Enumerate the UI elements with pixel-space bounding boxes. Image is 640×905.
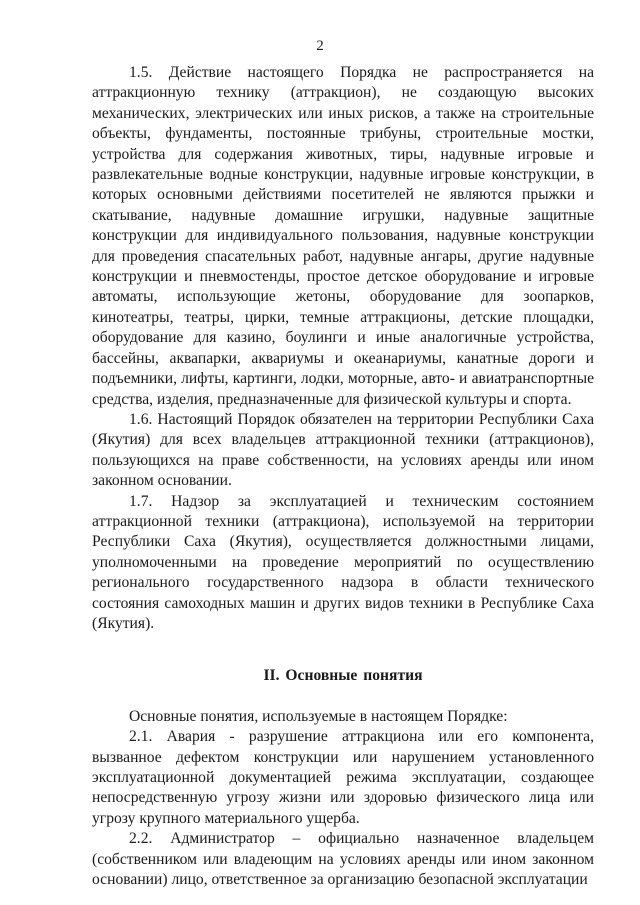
definitions-intro: Основные понятия, используемые в настоящем Порядке:: [129, 707, 508, 725]
paragraph-2-2: 2.2. Администратор – официально назначенное владельцем (собственником или владеющим на условиях аренды или ином законном основании) лицо, ответственное за организацию безопасной эксплуатации: [92, 830, 594, 889]
section-heading: II. Основные понятия: [263, 667, 423, 685]
paragraph-1-6: 1.6. Настоящий Порядок обязателен на территории Республики Саха (Якутия) для всех владельцев аттракционной техники (аттракционов), пользующихся на праве собственности, на условиях аренды или ином законном основании.: [92, 410, 594, 490]
document-body: [92, 63, 594, 890]
paragraph-1-7: 1.7. Надзор за эксплуатацией и техническим состоянием аттракционной техники (аттракциона), используемой на территории Республики Саха (Якутия), осуществляется должностными лицами, уполномоченными на проведение мероприятий по осуществлению регионального государственного надзора в области технического состояния самоходных машин и других видов техники в Республике Саха (Якутия).: [92, 492, 594, 632]
paragraph-2-1: 2.1. Авария - разрушение аттракциона или его компонента, вызванное дефектом конструкции или нарушением установленного эксплуатационной документацией режима эксплуатации, создающее непосредственную угрозу жизни или здоровью физического лица или угрозу крупного материального ущерба.: [92, 728, 594, 827]
paragraph-1-5: 1.5. Действие настоящего Порядка не распространяется на аттракционную технику (аттракцион), не создающую высоких механических, электрических или иных рисков, а также на строительные объекты, фундаменты, постоянные трибуны, строительные мостки, устройства для содержания животных, тиры, надувные игровые и развлекательные водные конструкции, надувные игровые конструкции, в которых основными действиями посетителей не являются прыжки и скатывание, надувные домашние игрушки, надувные защитные конструкции для индивидуального пользования, надувные конструкции для проведения спасательных работ, надувные ангары, другие надувные конструкции и пневмостенды, простое детское оборудование и игровые автоматы, использующие жетоны, оборудование для зоопарков, кинотеатры, театры, цирки, темные аттракционы, детские площадки, оборудование для казино, боулинги и иные аналогичные устройства, бассейны, аквапарки, аквариумы и океанариумы, канатные дороги и подъемники, лифты, картинги, лодки, моторные, авто- и авиатранспортные средства, изделия, предназначенные для физической культуры и спорта.: [92, 64, 594, 408]
page-number: 2: [316, 38, 324, 54]
